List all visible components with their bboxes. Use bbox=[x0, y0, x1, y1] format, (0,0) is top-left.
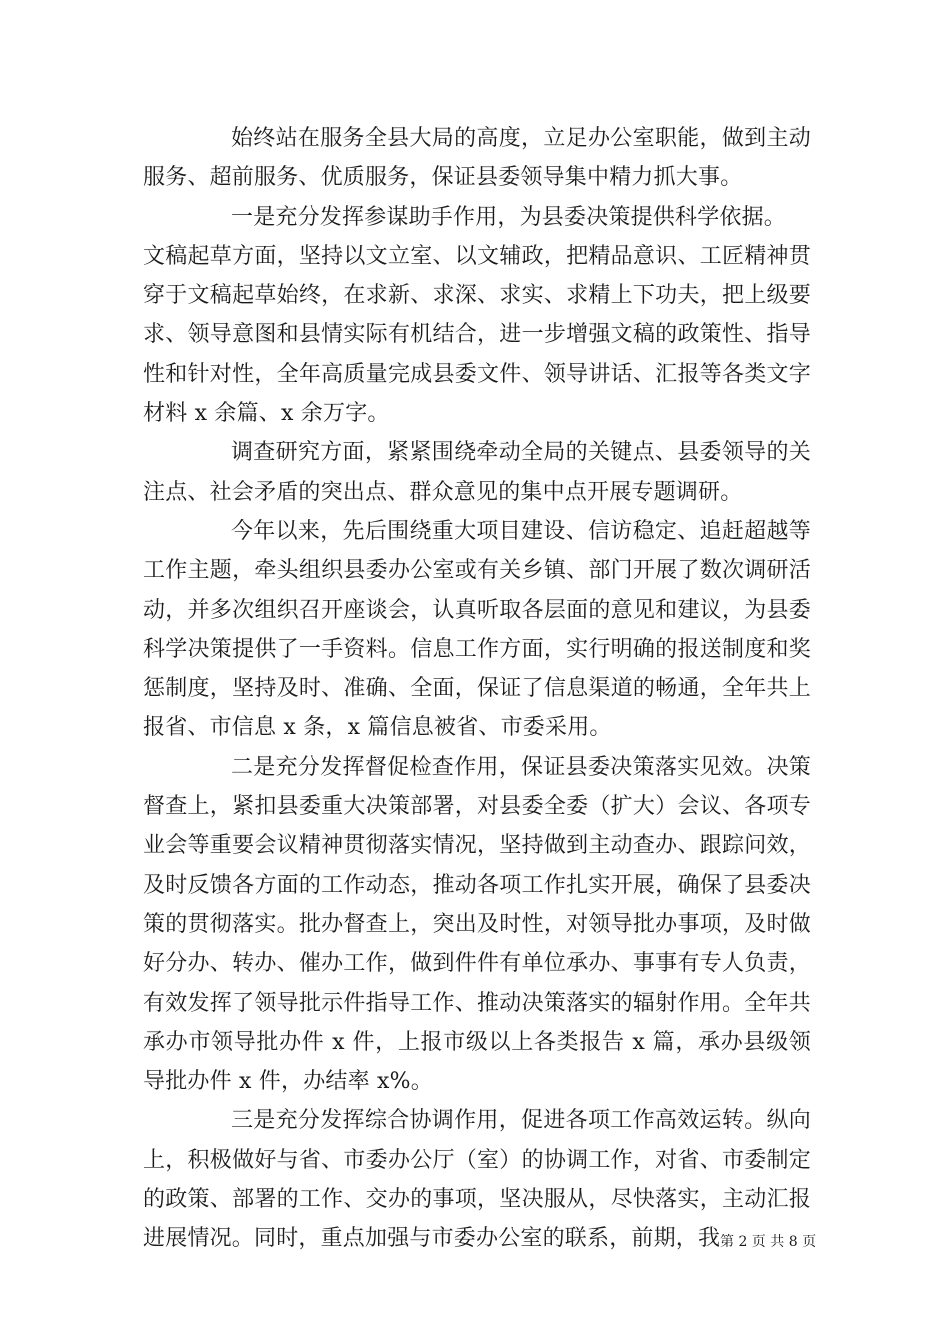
paragraph-this-year: 今年以来，先后围绕重大项目建设、信访稳定、追赶超越等工作主题，牵头组织县委办公室或有关乡镇、部门开展了数次调研活动，并多次组织召开座谈会，认真听取各层面的意见和建议，为县委科学决策提供了一手资料。信息工作方面，实行明确的报送制度和奖惩制度，坚持及时、准确、全面，保证了信息渠道的畅通，全年共上报省、市信息 x 条，x 篇信息被省、市委采用。 bbox=[143, 518, 811, 741]
paragraph-supervision: 二是充分发挥督促检查作用，保证县委决策落实见效。决策督查上，紧扣县委重大决策部署，对县委全委（扩大）会议、各项专业会等重要会议精神贯彻落实情况，坚持做到主动查办、跟踪问效，及时反馈各方面的工作动态，推动各项工作扎实开展，确保了县委决策的贯彻落实。批办督查上，突出及时性，对领导批办事项，及时做好分办、转办、催办工作，做到件件有单位承办、事事有专人负责，有效发挥了领导批示件指导工作、推动决策落实的辐射作用。全年共承办市领导批办件 x 件，上报市级以上各类报告 x 篇，承办县级领导批办件 x 件，办结率 x%。 bbox=[143, 754, 811, 1095]
page-number: 第 2 页 共 8 页 bbox=[720, 1234, 817, 1250]
document-body bbox=[143, 119, 811, 1259]
paragraph-research: 调查研究方面，紧紧围绕牵动全局的关键点、县委领导的关注点、社会矛盾的突出点、群众意见的集中点开展专题调研。 bbox=[143, 440, 811, 505]
paragraph-advisor-role: 一是充分发挥参谋助手作用，为县委决策提供科学依据。 bbox=[231, 204, 787, 230]
paragraph-drafting: 文稿起草方面，坚持以文立室、以文辅政，把精品意识、工匠精神贯穿于文稿起草始终，在求新、求深、求实、求精上下功夫，把上级要求、领导意图和县情实际有机结合，进一步增强文稿的政策性、指导性和针对性，全年高质量完成县委文件、领导讲话、汇报等各类文字材料 x 余篇、x 余万字。 bbox=[143, 243, 811, 427]
paragraph-coordination: 三是充分发挥综合协调作用，促进各项工作高效运转。纵向上，积极做好与省、市委办公厅（室）的协调工作，对省、市委制定的政策、部署的工作、交办的事项，坚决服从，尽快落实，主动汇报进展情况。同时，重点加强与市委办公室的联系，前期，我 bbox=[143, 1108, 811, 1252]
paragraph-service-overview: 始终站在服务全县大局的高度，立足办公室职能，做到主动服务、超前服务、优质服务，保证县委领导集中精力抓大事。 bbox=[143, 126, 811, 191]
